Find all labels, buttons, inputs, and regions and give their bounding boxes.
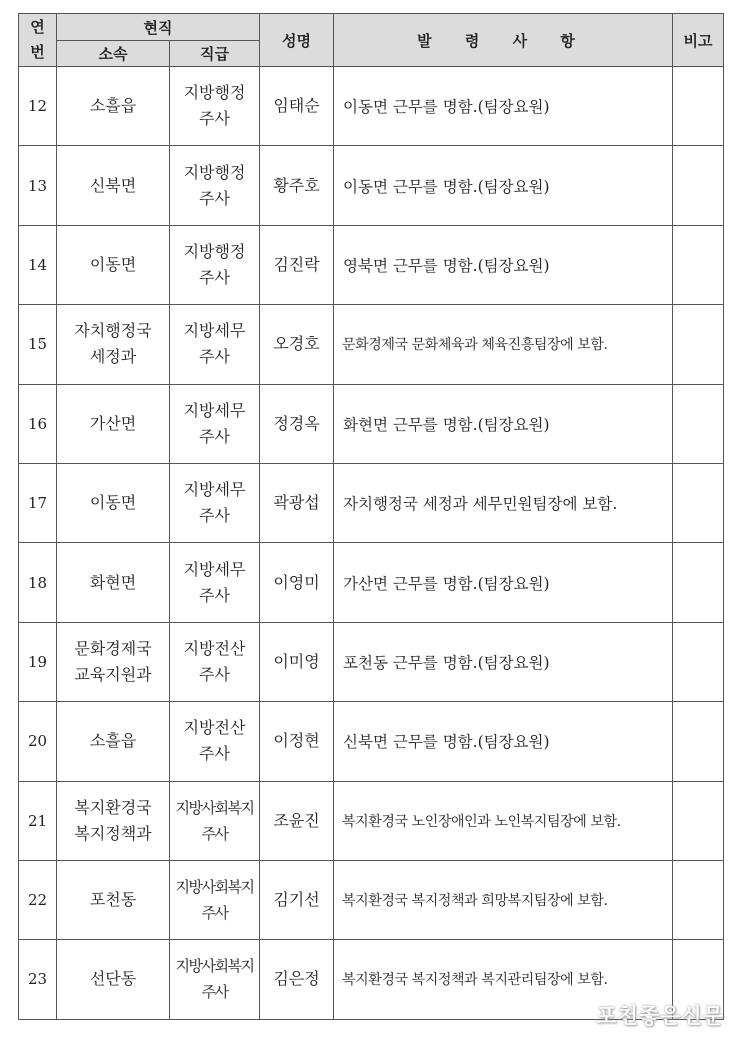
header-unit: 소속: [57, 41, 170, 67]
unit-line: 화현면: [89, 572, 137, 592]
unit-cell: [57, 463, 170, 542]
name-cell: 오경호: [260, 305, 334, 384]
table-row: [19, 225, 724, 304]
unit-cell: [57, 702, 170, 781]
rank-cell: [170, 702, 260, 781]
name-cell: 정경옥: [260, 384, 334, 463]
rank-cell: [170, 225, 260, 304]
order-cell: 이동면 근무를 명함.(팀장요원): [334, 146, 673, 225]
note-cell: [673, 225, 724, 304]
rank-line: 지방사회복지: [175, 878, 254, 897]
rank-cell: [170, 463, 260, 542]
rank-line: 지방사회복지: [175, 957, 254, 976]
rank-line: 지방행정: [183, 162, 246, 182]
table-row: [19, 146, 724, 225]
unit-line: 문화경제국: [74, 638, 152, 658]
note-cell: [673, 67, 724, 146]
rank-line: 주사: [199, 506, 230, 526]
rank-cell: [170, 543, 260, 622]
name-cell: 조윤진: [260, 781, 334, 860]
rank-line: 주사: [199, 426, 230, 446]
unit-line: 이동면: [89, 493, 137, 513]
rank-line: 주사: [199, 188, 230, 208]
rank-line: 지방전산: [183, 638, 246, 658]
unit-cell: [57, 622, 170, 701]
name-cell: 이정현: [260, 702, 334, 781]
rank-cell: [170, 384, 260, 463]
order-cell: 복지환경국 복지정책과 복지관리팀장에 보함.: [334, 940, 673, 1019]
unit-cell: [57, 940, 170, 1019]
newspaper-watermark: 포천좋은신문: [596, 1004, 724, 1028]
rank-line: 지방사회복지: [175, 798, 254, 817]
serial-number-cell: 15: [19, 305, 57, 384]
rank-cell: [170, 622, 260, 701]
rank-line: 지방세무: [183, 480, 246, 500]
serial-number-cell: 14: [19, 225, 57, 304]
unit-line: 신북면: [89, 175, 137, 195]
note-cell: [673, 622, 724, 701]
rank-line: 주사: [199, 664, 230, 684]
table-header: [19, 14, 724, 67]
unit-cell: [57, 384, 170, 463]
order-cell: 이동면 근무를 명함.(팀장요원): [334, 67, 673, 146]
unit-line: 교육지원과: [74, 664, 152, 684]
rank-line: 주사: [201, 824, 228, 843]
unit-cell: [57, 305, 170, 384]
note-cell: [673, 543, 724, 622]
unit-line: 포천동: [89, 890, 137, 910]
serial-number-cell: 22: [19, 860, 57, 939]
header-serial-line-1: 연: [30, 18, 45, 36]
unit-line: 선단동: [89, 969, 137, 989]
unit-line: 가산면: [89, 413, 137, 433]
header-rank: 직급: [170, 41, 260, 67]
unit-line: 소흘읍: [89, 731, 137, 751]
header-note: 비고: [673, 14, 724, 67]
unit-cell: [57, 781, 170, 860]
rank-cell: [170, 146, 260, 225]
rank-cell: [170, 781, 260, 860]
name-cell: 김진락: [260, 225, 334, 304]
rank-line: 주사: [199, 109, 230, 129]
header-order: 발 령 사 항: [334, 14, 673, 67]
serial-number-cell: 23: [19, 940, 57, 1019]
rank-cell: [170, 940, 260, 1019]
unit-cell: [57, 860, 170, 939]
header-name: 성명: [260, 14, 334, 67]
serial-number-cell: 12: [19, 67, 57, 146]
unit-cell: [57, 543, 170, 622]
note-cell: [673, 146, 724, 225]
name-cell: 황주호: [260, 146, 334, 225]
rank-line: 주사: [201, 904, 228, 923]
personnel-order-table: [18, 13, 724, 1020]
order-cell: 복지환경국 노인장애인과 노인복지팀장에 보함.: [334, 781, 673, 860]
unit-line: 복지정책과: [74, 823, 152, 843]
table-row: [19, 67, 724, 146]
order-cell: 화현면 근무를 명함.(팀장요원): [334, 384, 673, 463]
unit-cell: [57, 67, 170, 146]
note-cell: [673, 860, 724, 939]
header-serial-number: [19, 14, 57, 67]
rank-line: 주사: [199, 585, 230, 605]
name-cell: 이미영: [260, 622, 334, 701]
order-cell: 신북면 근무를 명함.(팀장요원): [334, 702, 673, 781]
unit-line: 복지환경국: [74, 797, 152, 817]
order-cell: 영북면 근무를 명함.(팀장요원): [334, 225, 673, 304]
unit-cell: [57, 225, 170, 304]
rank-line: 주사: [199, 347, 230, 367]
order-cell: 복지환경국 복지정책과 희망복지팀장에 보함.: [334, 860, 673, 939]
rank-cell: [170, 305, 260, 384]
name-cell: 곽광섭: [260, 463, 334, 542]
unit-line: 소흘읍: [89, 96, 137, 116]
name-cell: 김은정: [260, 940, 334, 1019]
table-row: [19, 305, 724, 384]
rank-line: 지방행정: [183, 83, 246, 103]
serial-number-cell: 16: [19, 384, 57, 463]
serial-number-cell: 21: [19, 781, 57, 860]
order-cell: 문화경제국 문화체육과 체육진흥팀장에 보함.: [334, 305, 673, 384]
table-row: [19, 860, 724, 939]
rank-line: 지방행정: [183, 241, 246, 261]
table-row: [19, 384, 724, 463]
serial-number-cell: 18: [19, 543, 57, 622]
unit-line: 세정과: [89, 347, 137, 367]
table-row: [19, 622, 724, 701]
note-cell: [673, 305, 724, 384]
serial-number-cell: 19: [19, 622, 57, 701]
rank-line: 지방세무: [183, 400, 246, 420]
name-cell: 이영미: [260, 543, 334, 622]
rank-line: 주사: [199, 267, 230, 287]
note-cell: [673, 781, 724, 860]
serial-number-cell: 20: [19, 702, 57, 781]
name-cell: 임태순: [260, 67, 334, 146]
rank-cell: [170, 67, 260, 146]
rank-line: 주사: [201, 983, 228, 1002]
table-body: [19, 67, 724, 1020]
order-cell: 가산면 근무를 명함.(팀장요원): [334, 543, 673, 622]
rank-line: 지방세무: [183, 321, 246, 341]
rank-line: 지방전산: [183, 718, 246, 738]
serial-number-cell: 13: [19, 146, 57, 225]
order-cell: 자치행정국 세정과 세무민원팀장에 보함.: [334, 463, 673, 542]
rank-cell: [170, 860, 260, 939]
name-cell: 김기선: [260, 860, 334, 939]
header-current-position: 현직: [57, 14, 260, 41]
note-cell: [673, 463, 724, 542]
table-row: [19, 463, 724, 542]
unit-cell: [57, 146, 170, 225]
note-cell: [673, 384, 724, 463]
table-row: [19, 781, 724, 860]
serial-number-cell: 17: [19, 463, 57, 542]
note-cell: [673, 702, 724, 781]
header-serial-line-2: 번: [30, 43, 45, 61]
rank-line: 지방세무: [183, 559, 246, 579]
table-row: [19, 702, 724, 781]
unit-line: 이동면: [89, 254, 137, 274]
rank-line: 주사: [199, 744, 230, 764]
order-cell: 포천동 근무를 명함.(팀장요원): [334, 622, 673, 701]
table-row: [19, 543, 724, 622]
unit-line: 자치행정국: [74, 321, 152, 341]
